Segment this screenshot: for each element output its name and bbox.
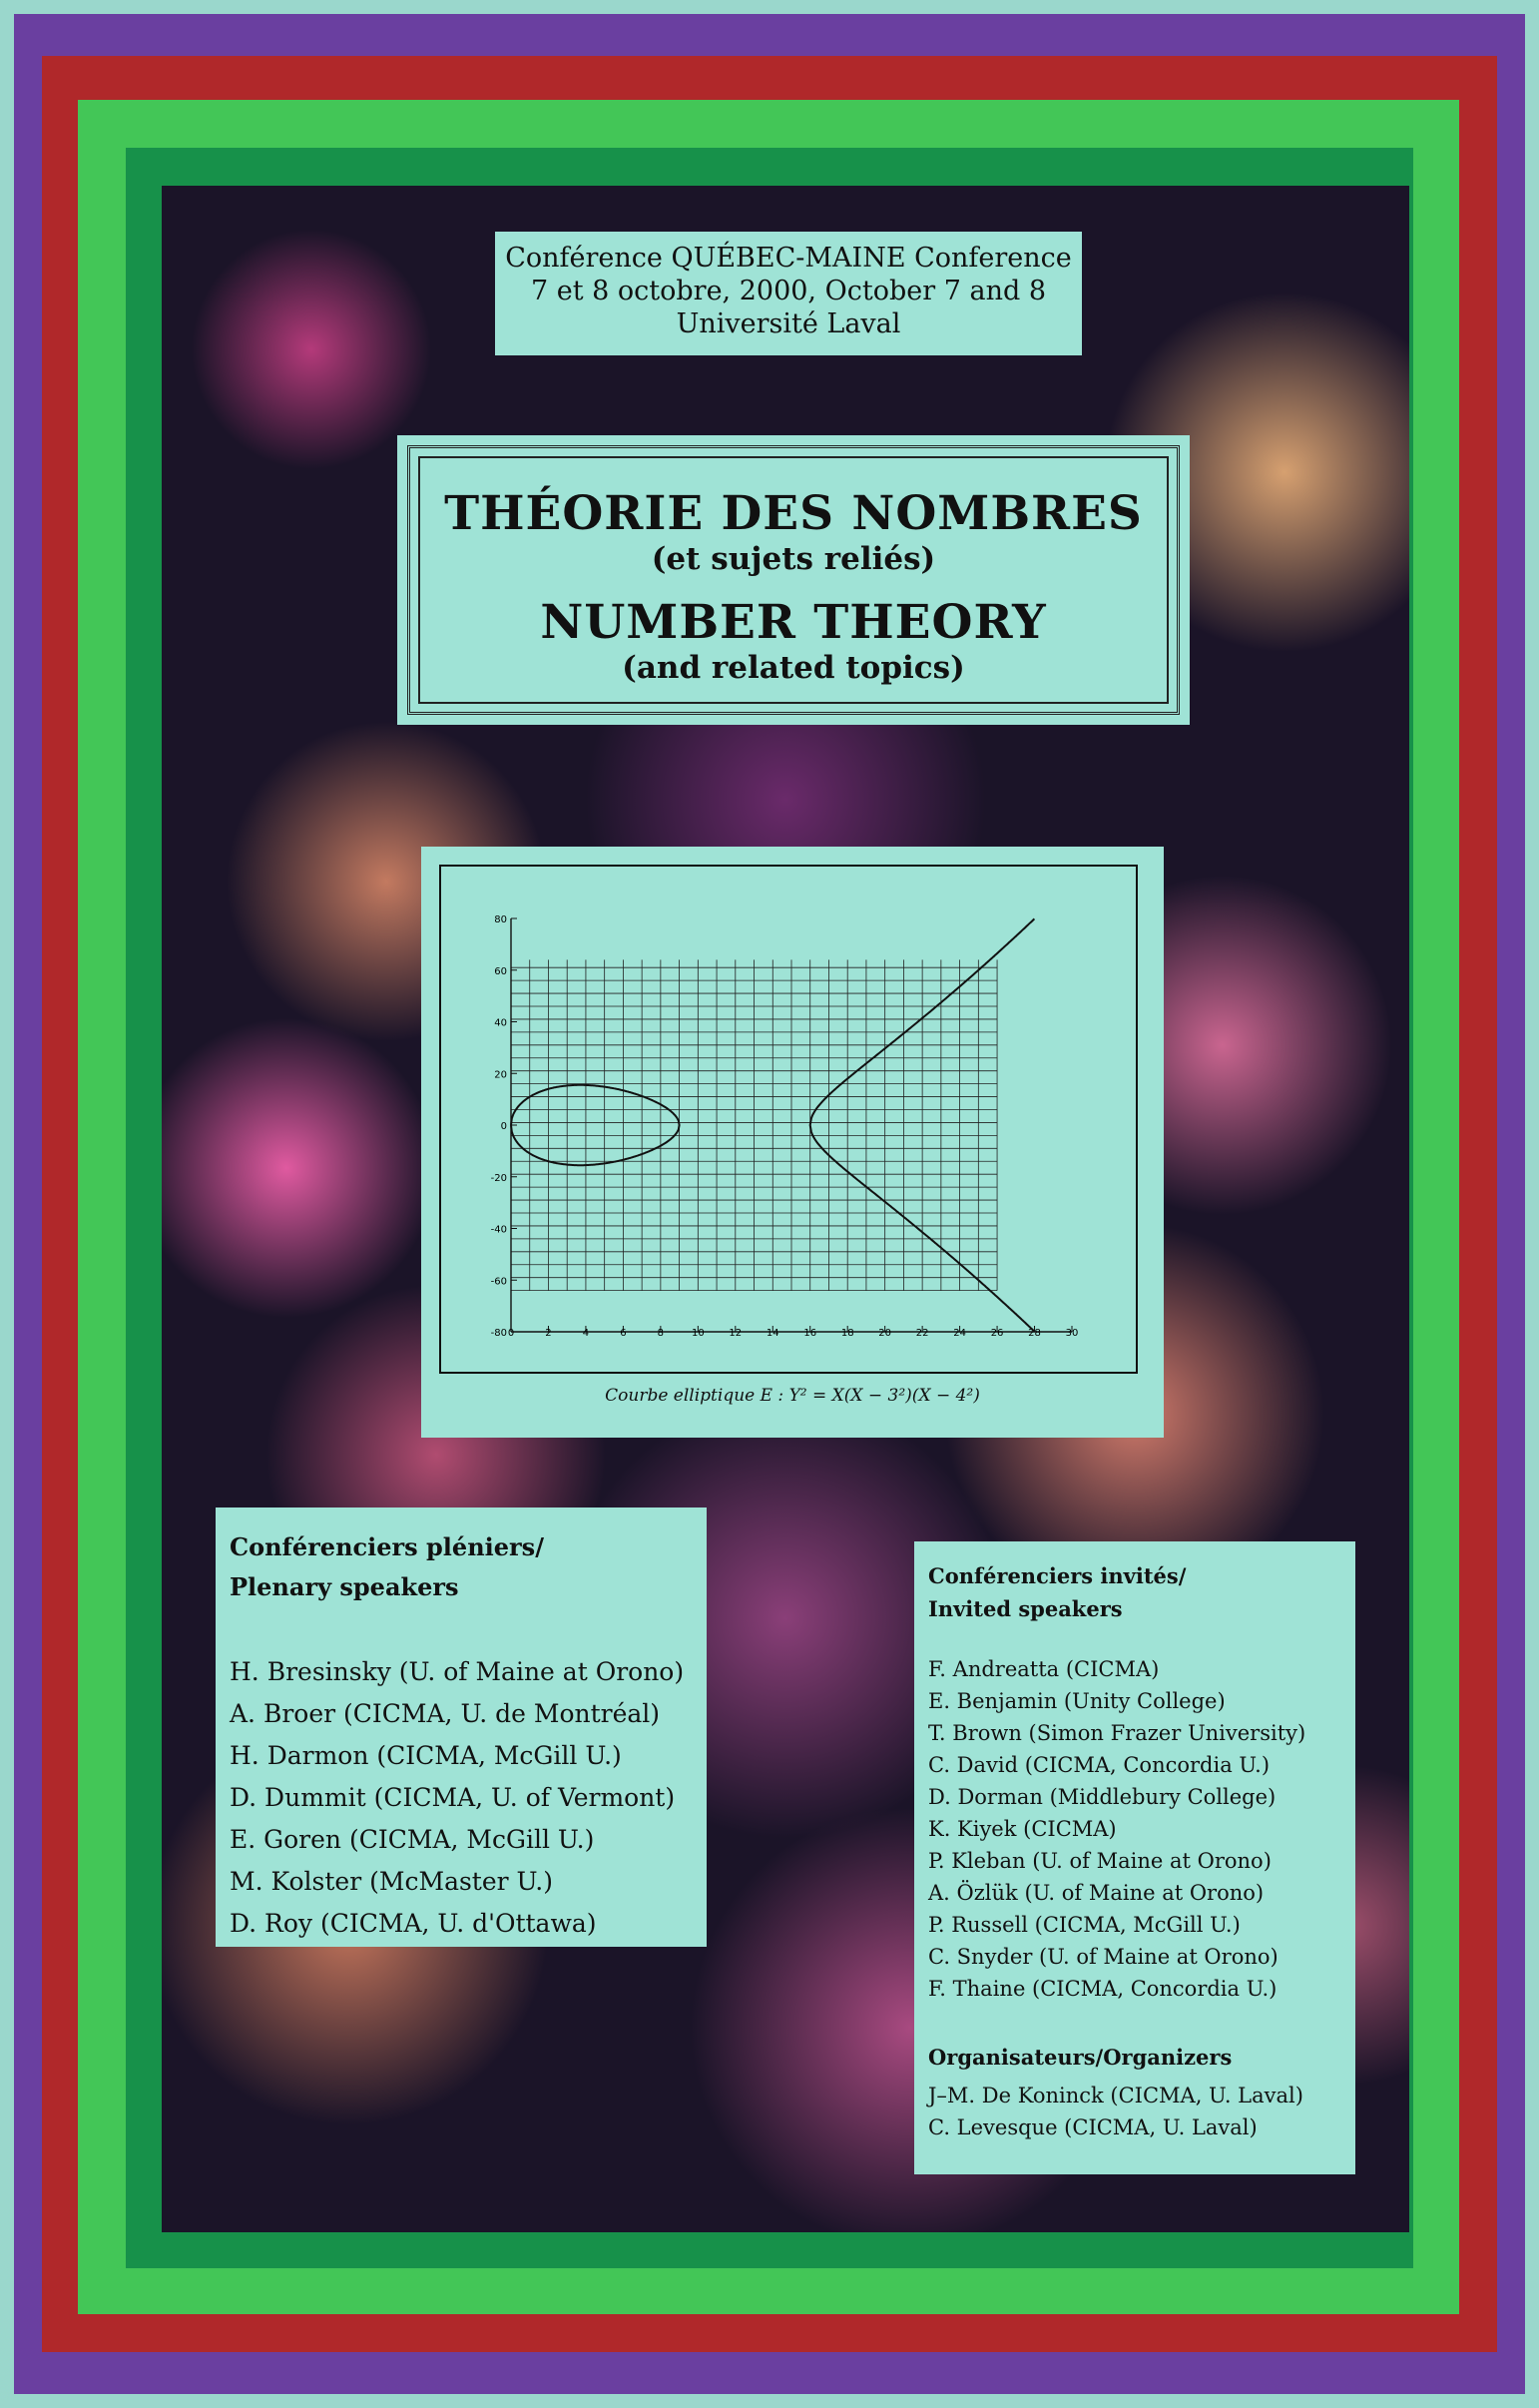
x-tick-label: 12 bbox=[729, 1328, 743, 1339]
list-item: H. Darmon (CICMA, McGill U.) bbox=[230, 1741, 622, 1770]
elliptic-curve-chart bbox=[441, 867, 1136, 1372]
y-tick-label: -80 bbox=[490, 1328, 507, 1339]
chart-caption: Courbe elliptique E : Y² = X(X − 3²)(X − 4²) bbox=[605, 1386, 980, 1406]
list-item: F. Thaine (CICMA, Concordia U.) bbox=[928, 1977, 1278, 2001]
y-tick-label: 0 bbox=[500, 1121, 507, 1132]
list-item: C. Levesque (CICMA, U. Laval) bbox=[928, 2115, 1258, 2139]
plenary-heading-fr: Conférenciers pléniers/ bbox=[230, 1532, 544, 1561]
x-tick-label: 10 bbox=[691, 1328, 705, 1339]
organizers-heading: Organisateurs/Organizers bbox=[928, 2045, 1233, 2070]
y-tick-label: 60 bbox=[494, 965, 507, 977]
x-tick-label: 2 bbox=[545, 1328, 552, 1339]
list-item: C. Snyder (U. of Maine at Orono) bbox=[928, 1945, 1279, 1969]
list-item: E. Goren (CICMA, McGill U.) bbox=[230, 1825, 595, 1854]
x-tick-label: 18 bbox=[840, 1328, 854, 1339]
x-tick-label: 24 bbox=[953, 1328, 966, 1339]
x-tick-label: 14 bbox=[766, 1328, 779, 1339]
x-tick-label: 20 bbox=[878, 1328, 892, 1339]
y-tick-label: -20 bbox=[490, 1172, 507, 1184]
x-tick-label: 0 bbox=[507, 1328, 515, 1339]
list-item: J–M. De Koninck (CICMA, U. Laval) bbox=[928, 2084, 1303, 2107]
organizers-list bbox=[928, 2080, 1341, 2143]
list-item: A. Özlük (U. of Maine at Orono) bbox=[928, 1881, 1265, 1905]
y-tick-label: 20 bbox=[494, 1069, 507, 1081]
y-tick-label: -60 bbox=[490, 1276, 507, 1288]
x-tick-label: 22 bbox=[915, 1328, 929, 1339]
plenary-heading-en: Plenary speakers bbox=[230, 1572, 459, 1601]
x-tick-label: 30 bbox=[1065, 1328, 1079, 1339]
invited-speaker-list bbox=[928, 1653, 1341, 2005]
title-panel bbox=[397, 435, 1190, 725]
list-item: M. Kolster (McMaster U.) bbox=[230, 1867, 554, 1896]
list-item: H. Bresinsky (U. of Maine at Orono) bbox=[230, 1657, 685, 1686]
invited-heading-fr: Conférenciers invités/ bbox=[928, 1563, 1187, 1588]
subtitle-french: (et sujets reliés) bbox=[651, 541, 936, 577]
list-item: T. Brown (Simon Frazer University) bbox=[928, 1721, 1306, 1745]
title-french: THÉORIE DES NOMBRES bbox=[444, 486, 1143, 541]
list-item: K. Kiyek (CICMA) bbox=[928, 1817, 1117, 1841]
title-english: NUMBER THEORY bbox=[540, 595, 1047, 650]
list-item: D. Roy (CICMA, U. d'Ottawa) bbox=[230, 1909, 597, 1938]
header-line-1: Conférence QUÉBEC-MAINE Conference bbox=[505, 243, 1072, 274]
invited-heading-en: Invited speakers bbox=[928, 1596, 1123, 1621]
y-tick-label: -40 bbox=[490, 1224, 507, 1236]
subtitle-english: (and related topics) bbox=[622, 650, 965, 686]
x-tick-label: 26 bbox=[990, 1328, 1004, 1339]
list-item: C. David (CICMA, Concordia U.) bbox=[928, 1753, 1271, 1777]
x-tick-label: 4 bbox=[582, 1328, 590, 1339]
header-line-2: 7 et 8 octobre, 2000, October 7 and 8 bbox=[530, 276, 1047, 306]
elliptic-curve-chart-panel bbox=[421, 847, 1164, 1438]
list-item: F. Andreatta (CICMA) bbox=[928, 1657, 1160, 1681]
y-tick-label: 80 bbox=[494, 914, 507, 925]
x-tick-label: 28 bbox=[1028, 1328, 1041, 1339]
list-item: E. Benjamin (Unity College) bbox=[928, 1689, 1226, 1713]
x-tick-label: 16 bbox=[803, 1328, 817, 1339]
x-tick-label: 8 bbox=[657, 1328, 665, 1339]
title-frame-outer bbox=[407, 445, 1180, 715]
y-tick-label: 40 bbox=[494, 1017, 507, 1029]
plenary-speakers-panel bbox=[216, 1507, 707, 1947]
conference-header bbox=[495, 232, 1082, 355]
list-item: D. Dummit (CICMA, U. of Vermont) bbox=[230, 1783, 676, 1812]
chart-border bbox=[439, 865, 1138, 1374]
plenary-speaker-list bbox=[230, 1651, 693, 1945]
invited-speakers-panel bbox=[914, 1541, 1355, 2174]
title-frame-inner bbox=[418, 456, 1169, 704]
header-line-3: Université Laval bbox=[676, 308, 901, 339]
list-item: A. Broer (CICMA, U. de Montréal) bbox=[230, 1699, 661, 1728]
list-item: D. Dorman (Middlebury College) bbox=[928, 1785, 1277, 1809]
list-item: P. Russell (CICMA, McGill U.) bbox=[928, 1913, 1241, 1937]
x-tick-label: 6 bbox=[620, 1328, 627, 1339]
list-item: P. Kleban (U. of Maine at Orono) bbox=[928, 1849, 1272, 1873]
